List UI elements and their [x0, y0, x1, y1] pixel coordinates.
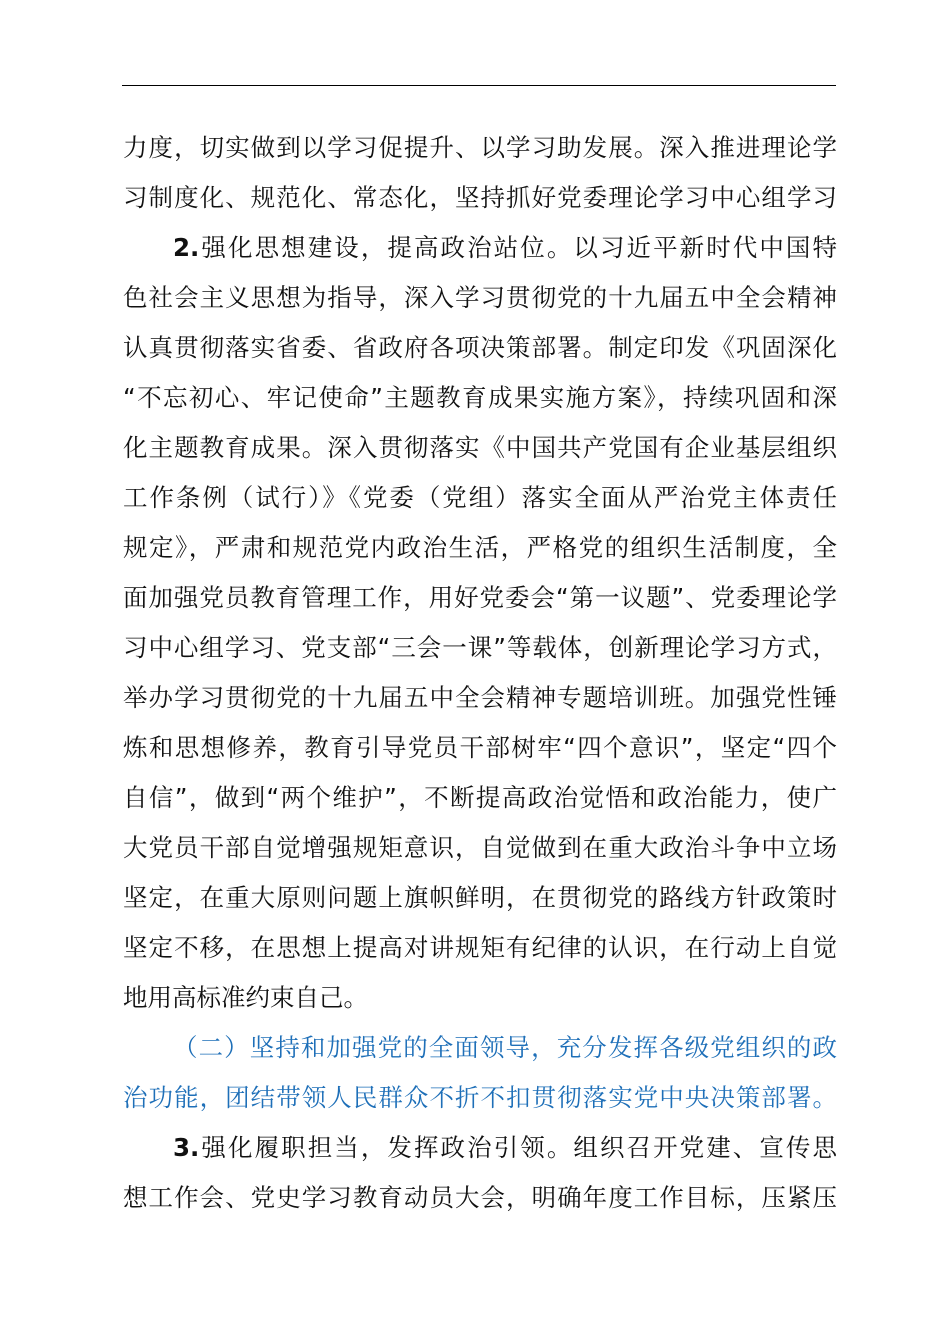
paragraph-line: 面加强党员教育管理工作，用好党委会“第一议题”、党委理论学	[123, 583, 837, 612]
paragraph-line: 化主题教育成果。深入贯彻落实《中国共产党国有企业基层组织	[123, 433, 837, 462]
paragraph-line: 举办学习贯彻党的十九届五中全会精神专题培训班。加强党性锤	[123, 683, 837, 712]
paragraph-line: 习中心组学习、党支部“三会一课”等载体，创新理论学习方式，	[123, 633, 837, 662]
paragraph-line: 大党员干部自觉增强规矩意识，自觉做到在重大政治斗争中立场	[123, 833, 837, 862]
section-3-number: 3.	[173, 1133, 200, 1162]
paragraph-line: 坚定不移，在思想上提高对讲规矩有纪律的认识，在行动上自觉	[123, 933, 837, 962]
paragraph-line: 力度，切实做到以学习促提升、以学习助发展。深入推进理论学	[123, 133, 837, 162]
section-3-title-text: 强化履职担当，发挥政治引领。组织召开党建、宣传思	[199, 1133, 837, 1162]
header-rule	[122, 85, 836, 86]
paragraph-line: 工作条例（试行）》《党委（党组）落实全面从严治党主体责任	[123, 483, 837, 512]
paragraph-last-line: 地用高标准约束自己。	[123, 983, 368, 1012]
paragraph-line: 坚定，在重大原则问题上旗帜鲜明，在贯彻党的路线方针政策时	[123, 883, 837, 912]
section-heading-line: 治功能，团结带领人民群众不折不扣贯彻落实党中央决策部署。	[123, 1083, 837, 1112]
paragraph-line: 自信”，做到“两个维护”，不断提高政治觉悟和政治能力，使广	[123, 783, 837, 812]
section-3-first-line	[173, 1133, 837, 1163]
section-2-first-line	[173, 233, 837, 263]
section-2-number: 2.	[173, 233, 200, 262]
paragraph-line: 炼和思想修养，教育引导党员干部树牢“四个意识”，坚定“四个	[123, 733, 837, 762]
paragraph-line: 色社会主义思想为指导，深入学习贯彻党的十九届五中全会精神	[123, 283, 837, 312]
paragraph-line: 习制度化、规范化、常态化，坚持抓好党委理论学习中心组学习	[123, 183, 837, 212]
paragraph-line: “不忘初心、牢记使命”主题教育成果实施方案》，持续巩固和深	[123, 383, 837, 412]
paragraph-line: 规定》，严肃和规范党内政治生活，严格党的组织生活制度，全	[123, 533, 837, 562]
section-heading-line: （二）坚持和加强党的全面领导，充分发挥各级党组织的政	[173, 1033, 837, 1062]
paragraph-line: 认真贯彻落实省委、省政府各项决策部署。制定印发《巩固深化	[123, 333, 837, 362]
paragraph-line: 想工作会、党史学习教育动员大会，明确年度工作目标，压紧压	[123, 1183, 837, 1212]
section-2-title-text: 强化思想建设，提高政治站位。以习近平新时代中国特	[199, 233, 837, 262]
